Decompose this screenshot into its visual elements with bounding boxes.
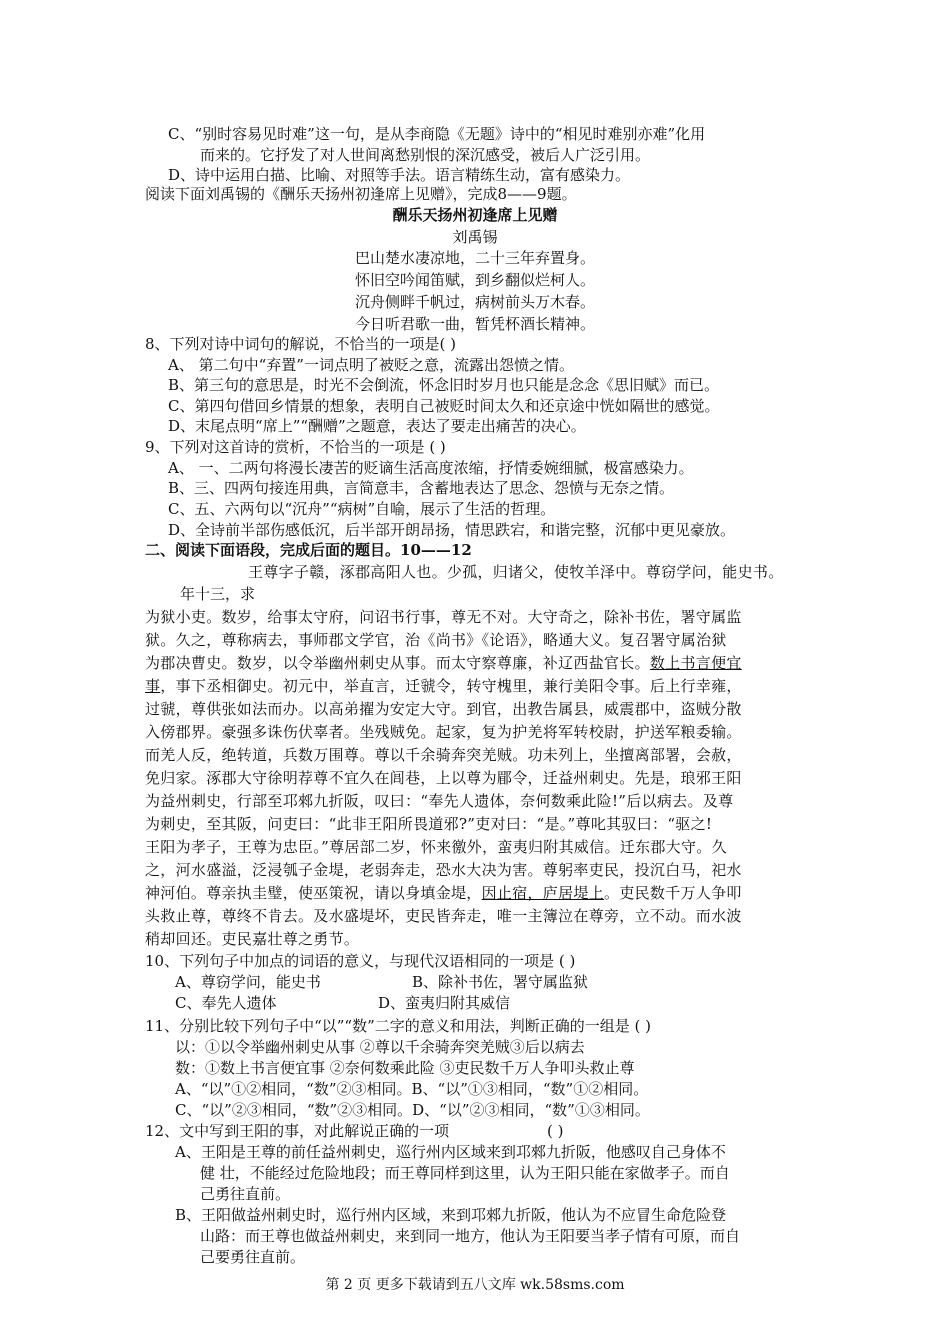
q11-options-ab: A、“以”①②相同，“数”②③相同。B、“以”①③相同，“数”①②相同。 <box>175 1080 649 1098</box>
q12-option-b-line1: B、王阳做益州刺史时，巡行州内区域，来到邛郲九折阪，他认为不应冒生命危险登 <box>175 1206 727 1224</box>
passage-line: 王阳为孝子，王尊为忠臣。”尊居部二岁，怀来徼外，蛮夷归附其威信。迁东郡大守。久 <box>145 838 727 856</box>
q11-options-cd: C、“以”②③相同，“数”②③相同。D、“以”②③相同，“数”①③相同。 <box>175 1101 650 1119</box>
q11-yi-sentences: 以：①以令举幽州刺史从事 ②尊以千余骑奔突羌贼③后以病去 <box>175 1038 585 1056</box>
q10-option-a: A、尊窃学问，能史书 <box>175 973 321 991</box>
q10-option-c: C、奉先人遗体 <box>175 994 277 1012</box>
q9-option-b: B、三、四两句接连用典，言简意丰，含蓄地表达了思念、怨愤与无奈之情。 <box>168 479 675 497</box>
passage-text: 为郡决曹史。数岁，以令举幽州刺史从事。而太守察尊廉，补辽西盐官长。 <box>145 654 650 672</box>
q10-option-b: B、除补书佐，署守属监狱 <box>412 973 589 991</box>
section2-heading: 二、阅读下面语段，完成后面的题目。10——12 <box>145 541 472 559</box>
passage-text: 。吏民数千万人争叩 <box>604 884 742 902</box>
page-footer: 第 2 页 更多下载请到五八文库 wk.58sms.com <box>325 1277 625 1293</box>
q11-stem: 11、分别比较下列句子中“以”“数”二字的意义和用法，判断正确的一组是 ( ) <box>145 1017 652 1035</box>
q8-stem: 8、下列对诗中词句的解说，不恰当的一项是( ) <box>145 335 457 353</box>
q10-option-d: D、蛮夷归附其威信 <box>378 994 511 1012</box>
q12-option-a-line3: 己勇往直前。 <box>200 1185 291 1203</box>
q8-option-d: D、末尾点明“席上”“酬赠”之题意，表达了要走出痛苦的决心。 <box>168 417 586 435</box>
q8-option-a: A、 第二句中“弃置”一词点明了被贬之意，流露出怨愤之情。 <box>168 356 574 374</box>
passage-line: 头救止尊，尊终不肯去。及水盛堤坏，吏民皆奔走，唯一主簿泣在尊旁，立不动。而水波 <box>145 907 742 925</box>
poem-line: 沉舟侧畔千帆过，病树前头万木春。 <box>354 293 595 311</box>
q7-option-c-line2: 而来的。它抒发了对人世间离愁别恨的深沉感受，被后人广泛引用。 <box>200 146 651 164</box>
poem-title: 酬乐天扬州初逢席上见赠 <box>392 206 558 224</box>
poem-line: 怀旧空吟闻笛赋，到乡翻似烂柯人。 <box>354 271 595 289</box>
q8-option-b: B、第三句的意思是，时光不会倒流，怀念旧时岁月也只能是念念《思旧赋》而已。 <box>168 376 720 394</box>
q12-option-b-line3: 己要勇往直前。 <box>200 1248 306 1266</box>
underlined-phrase: 因止宿，庐居堤上 <box>481 884 605 902</box>
passage-line <box>145 883 742 903</box>
passage-line: 为益州刺史，行部至邛郲九折阪，叹曰：“奉先人遗体，奈何数乘此险!”后以病去。及尊 <box>145 792 734 810</box>
poem-intro: 阅读下面刘禹锡的《酬乐天扬州初逢席上见赠》，完成8——9题。 <box>145 185 577 203</box>
q8-option-c: C、第四句借回乡情景的想象，表明自己被贬时间太久和还京途中恍如隔世的感觉。 <box>168 397 720 415</box>
q11-shu-sentences: 数：①数上书言便宜事 ②奈何数乘此险 ③吏民数千万人争叩头救止尊 <box>175 1059 635 1077</box>
passage-line: 之，河水盛溢，泛浸瓠子金堤，老弱奔走，恐水大决为害。尊躬率吏民，投沉白马，祀水 <box>145 861 742 879</box>
passage-line: 入傍郡界。豪强多诛伤伏辜者。坐残贼免。起家，复为护羌将军转校尉，护送军粮委输。 <box>145 723 742 741</box>
q12-option-a-line2: 健 壮，不能经过危险地段；而王尊同样到这里，认为王阳只能在家做孝子。而自 <box>200 1164 730 1182</box>
q7-option-d: D、诗中运用白描、比喻、对照等手法。语言精练生动，富有感染力。 <box>168 166 631 184</box>
passage-line: 过虢，尊供张如法而办。以高弟擢为安定大守。到官，出教告属县，威震郡中，盗贼分散 <box>145 700 742 718</box>
underlined-phrase: 事 <box>145 677 161 695</box>
poem-line: 今日听君歌一曲，暂凭杯酒长精神。 <box>354 315 595 333</box>
passage-line: 狱。久之，尊称病去，事师郡文学官，治《尚书》《论语》，略通大义。复召署守属治狱 <box>145 631 727 649</box>
poem-author: 刘禹锡 <box>452 228 498 246</box>
q9-option-d: D、全诗前半部伤感低沉，后半部开朗昂扬，情思跌宕，和谐完整，沉郁中更见豪放。 <box>168 521 736 539</box>
passage-line <box>145 676 742 696</box>
q12-option-b-line2: 山路：而王尊也做益州刺史，来到同一地方，他认为王阳要当孝子情有可原，而自 <box>200 1227 741 1245</box>
passage-line: 稍却回还。吏民嘉壮尊之勇节。 <box>145 930 360 948</box>
poem-line: 巴山楚水凄凉地，二十三年弃置身。 <box>354 249 595 267</box>
passage-line: 为刺史，至其阪，问吏曰：“此非王阳所畏道邪?”吏对曰：“是。”尊叱其驭曰：“驱之! <box>145 815 713 833</box>
underlined-phrase: 数上书言便宜 <box>649 654 742 672</box>
passage-line: 年十三，求 <box>180 585 256 603</box>
q9-option-c: C、五、六两句以“沉舟”“病树”自喻，展示了生活的哲理。 <box>168 500 556 518</box>
q9-option-a: A、 一、二两句将漫长凄苦的贬谪生活高度浓缩，抒情委婉细腻，极富感染力。 <box>168 459 694 477</box>
passage-line: 王尊字子赣，涿郡高阳人也。少孤，归诸父，使牧羊泽中。尊窃学问，能史书。 <box>248 563 784 581</box>
q12-stem: 12、文中写到王阳的事，对此解说正确的一项 <box>145 1122 450 1140</box>
passage-line <box>145 653 742 673</box>
passage-text: 神河伯。尊亲执圭璧，使巫策祝，请以身填金堤， <box>145 884 482 902</box>
q7-option-c-line1: C、“别时容易见时难”这一句，是从李商隐《无题》诗中的“相见时难别亦难”化用 <box>168 125 706 143</box>
passage-line: 免归家。涿郡大守徐明荐尊不宜久在闾巷，上以尊为郿令，迁益州刺史。先是，琅邪王阳 <box>145 769 742 787</box>
q12-option-a-line1: A、王阳是王尊的前任益州刺史，巡行州内区域来到邛郲九折阪，他感叹自己身体不 <box>175 1143 726 1161</box>
passage-text: ，事下丞相御史。初元中，举直言，迁虢令，转守槐里，兼行美阳令事。后上行幸雍， <box>160 677 742 695</box>
passage-line: 为狱小吏。数岁，给事太守府，问诏书行事，尊无不对。大守奇之，除补书佐，署守属监 <box>145 608 742 626</box>
q10-stem: 10、下列句子中加点的词语的意义，与现代汉语相同的一项是 ( ) <box>145 952 576 970</box>
q12-answer-paren: ( ) <box>547 1122 564 1140</box>
passage-line: 而羌人反，绝转道，兵数万围尊。尊以千余骑奔突羌贼。功未列上，坐擅离部署，会赦， <box>145 746 742 764</box>
q9-stem: 9、下列对这首诗的赏析，不恰当的一项是 ( ) <box>145 438 446 456</box>
